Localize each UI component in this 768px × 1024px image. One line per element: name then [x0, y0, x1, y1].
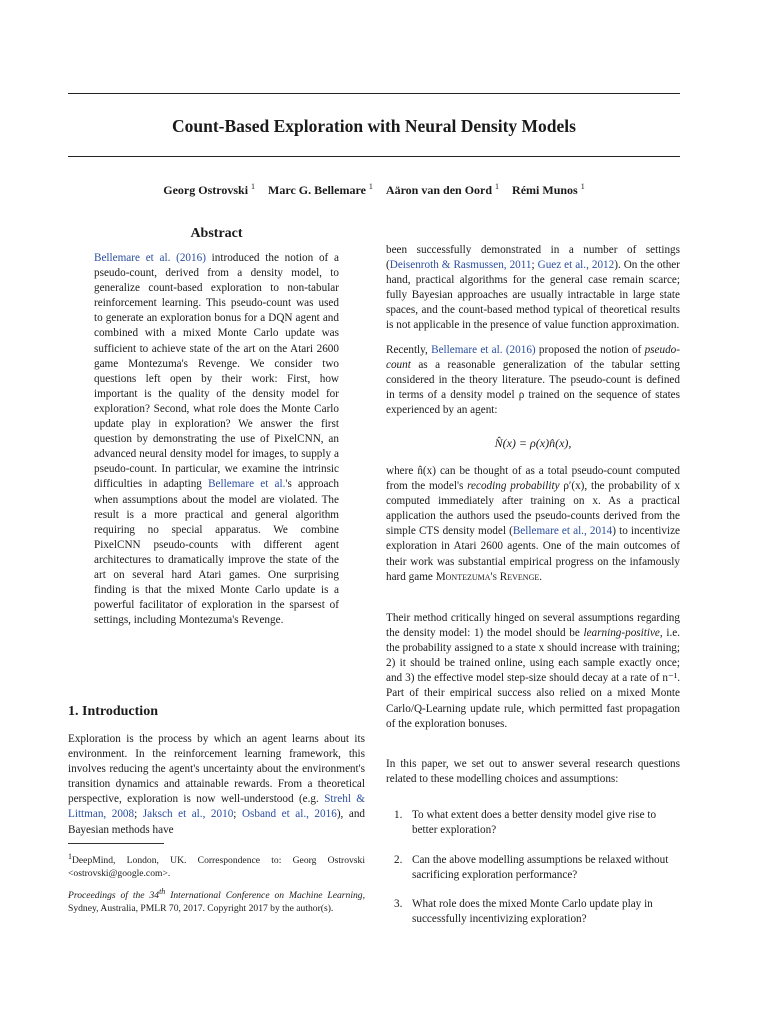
citation-link[interactable]: Deisenroth & Rasmussen, 2011: [389, 259, 532, 272]
citation-link[interactable]: Bellemare et al.: [208, 478, 286, 491]
intro-paragraph: Exploration is the process by which an agent learns about its environment. In the reinforcement learning framework, this involves reducing the agent's uncertainty about the environment's transition dynamics and attainable rewards. From a theoretical perspective, exploration is now well-understood (e.g. Strehl & Littman, 2008; Jaksch et al., 2010; Osband et al., 2016), and Bayesian methods have: [68, 733, 366, 836]
right-paragraph-3: where n̂(x) can be thought of as a total pseudo-count computed from the model's recoding probability ρ′(x), the probability of x computed immediately after training on x. As a practical application the authors used the pseudo-counts derived from the simple CTS density model (Bellemare et al., 2014) to incentivize exploration in Atari 2600 agents. One of the main outcomes of their work was substantial empirical progress on the infamously hard game Montezuma's Revenge.: [386, 465, 680, 583]
author-list: [68, 179, 680, 198]
pseudo-count-equation: N̂(x) = ρ(x)n̂(x),: [494, 436, 572, 450]
section-heading-introduction: 1. Introduction: [68, 704, 158, 719]
author: Marc G. Bellemare $^1$: [268, 182, 373, 197]
citation-link[interactable]: Jaksch et al., 2010: [142, 808, 234, 821]
affiliation-footnote: $^1$DeepMind, London, UK. Correspondence to: Georg Ostrovski <ostrovski@google.com>.: [68, 852, 365, 880]
title-rule-top: [68, 93, 680, 94]
right-paragraph-5: In this paper, we set out to answer several research questions related to these modelling choices and assumptions:: [386, 758, 680, 786]
author: Aäron van den Oord $^1$: [385, 182, 500, 197]
abstract-body: Bellemare et al. (2016) introduced the notion of a pseudo-count, derived from a density model, to generalize count-based exploration to non-tabular reinforcement learning. This pseudo-count was used to generate an exploration bonus for a DQN agent and combined with a mixed Monte Carlo update was sufficient to achieve state of the art on the Atari 2600 game Montezuma's Revenge. We consider two questions left open by their work: First, how important is the quality of the density model for exploration? Second, what role does the Monte Carlo update play in exploration? We answer the first question by demonstrating the use of PixelCNN, an advanced neural density model for images, to supply a pseudo-count. In particular, we examine the intrinsic difficulties in adapting Bellemare et al.'s approach when assumptions about the model are violated. The result is a more practical and general algorithm requiring no special apparatus. We combine PixelCNN pseudo-counts with different agent architectures to dramatically improve the state of the art on several hard Atari games. One surprising finding is that the mixed Monte Carlo update is a powerful facilitator of exploration in the sparsest of settings, including Montezuma's Revenge.: [94, 252, 339, 627]
citation-link[interactable]: Osband et al., 2016: [241, 808, 337, 821]
citation-link[interactable]: Strehl & Littman, 2008: [68, 793, 365, 821]
paper-title: Count-Based Exploration with Neural Density Models: [172, 116, 576, 136]
right-paragraph-2: Recently, Bellemare et al. (2016) proposed the notion of pseudo-count as a reasonable generalization of the tabular setting considered in the theory literature. The pseudo-count is defined in terms of a density model ρ trained on the sequence of states experienced by an agent:: [386, 344, 680, 417]
citation-link[interactable]: Bellemare et al., 2014: [512, 525, 613, 538]
author: Rémi Munos $^1$: [512, 182, 585, 197]
title-rule-bottom: [68, 156, 680, 157]
abstract-heading: Abstract: [190, 226, 243, 241]
citation-link[interactable]: Bellemare et al. (2016): [94, 252, 206, 264]
right-paragraph-4: Their method critically hinged on several assumptions regarding the density model: 1) the model should be learning-positive, i.e. the probability assigned to a state x should increase with training; 2) it should be trained online, using each sample exactly once; and 3) the effective model step-size should decay at a rate of n⁻¹. Part of their empirical success also relied on a mixed Monte Carlo/Q-Learning update rule, which permitted fast propagation of the exploration bonuses.: [386, 612, 681, 730]
footnote-rule: [68, 843, 164, 844]
proceedings-note: Proceedings of the 34th International Conference on Machine Learning, Sydney, Australia, PMLR 70, 2017. Copyright 2017 by the author(s).: [68, 887, 365, 915]
citation-link[interactable]: Bellemare et al. (2016): [431, 344, 536, 356]
author: Georg Ostrovski $^1$: [163, 182, 256, 197]
right-paragraph-1: been successfully demonstrated in a number of settings (Deisenroth & Rasmussen, 2011; Guez et al., 2012). On the other hand, practical algorithms for the general case remain scarce; fully Bayesian approaches are usually intractable in large state spaces, and the count-based method typical of theoretical results is not applicable in the presence of value function approximation.: [386, 244, 680, 332]
citation-link[interactable]: Guez et al., 2012: [537, 259, 615, 272]
